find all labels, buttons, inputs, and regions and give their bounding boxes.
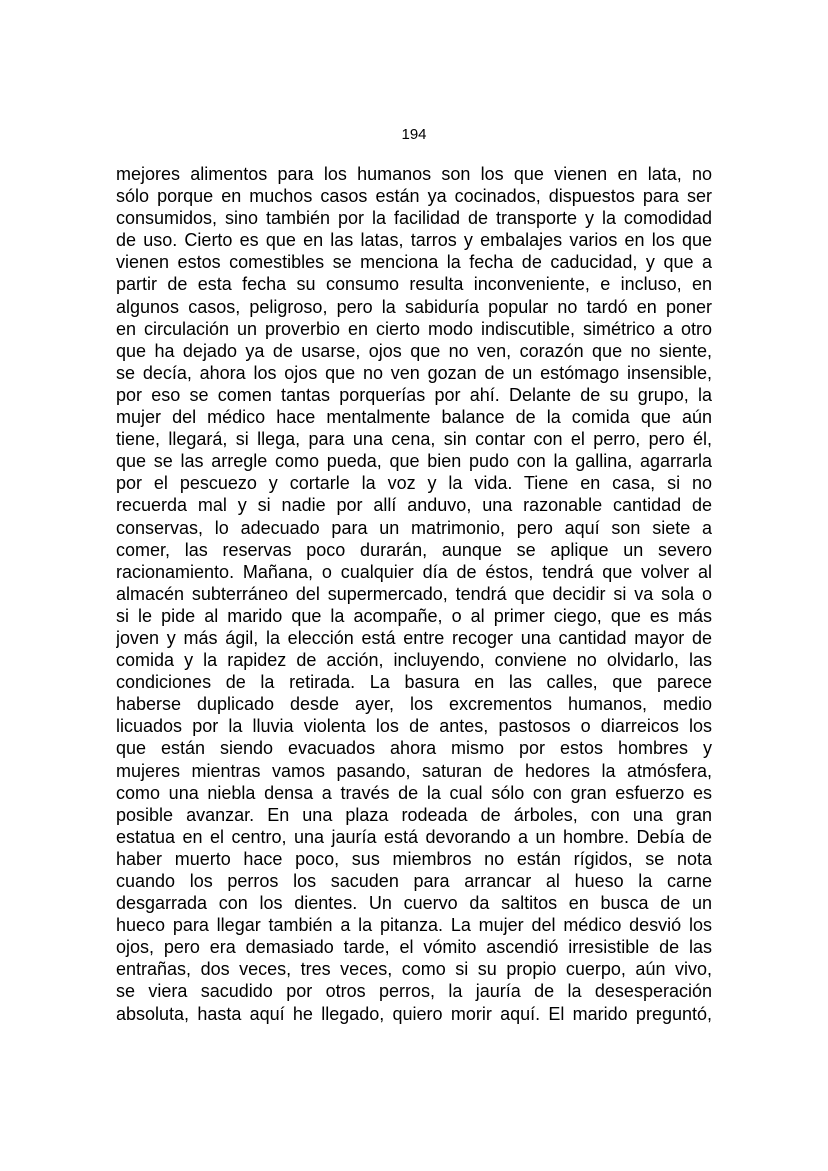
text-line: posible avanzar. En una plaza rodeada de árboles, con una gran [116,804,712,825]
text-line: mujeres mientras vamos pasando, saturan de hedores la atmósfera, [116,760,712,781]
text-line: comida y la rapidez de acción, incluyendo, conviene no olvidarlo, las [116,650,712,671]
text-line: desgarrada con los dientes. Un cuervo da saltitos en busca de un [116,893,712,914]
text-line: consumidos, sino también por la facilidad de transporte y la comodidad [116,208,712,229]
text-line: que ha dejado ya de usarse, ojos que no ven, corazón que no siente, [116,340,712,361]
text-line: recuerda mal y si nadie por allí anduvo, una razonable cantidad de [116,495,712,516]
text-line: conservas, lo adecuado para un matrimonio, pero aquí son siete a [116,517,712,538]
text-line: que están siendo evacuados ahora mismo por estos hombres y [116,738,712,759]
text-line: sólo porque en muchos casos están ya cocinados, dispuestos para ser [116,186,712,207]
text-line: racionamiento. Mañana, o cualquier día de éstos, tendrá que volver al [116,561,712,582]
text-line: vienen estos comestibles se menciona la fecha de caducidad, y que a [116,252,712,273]
text-line: entrañas, dos veces, tres veces, como si su propio cuerpo, aún vivo, [116,959,712,980]
text-line: tiene, llegará, si llega, para una cena, sin contar con el perro, pero él, [116,429,712,450]
body-text [116,163,712,1025]
text-line: cuando los perros los sacuden para arrancar al hueso la carne [116,871,712,891]
text-line: haber muerto hace poco, sus miembros no están rígidos, se nota [116,848,712,869]
text-line: por eso se comen tantas porquerías por ahí. Delante de su grupo, la [116,384,712,405]
text-line: se viera sacudido por otros perros, la jauría de la desesperación [116,981,712,1002]
text-line: como una niebla densa a través de la cual sólo con gran esfuerzo es [116,782,712,803]
text-line: por el pescuezo y cortarle la voz y la vida. Tiene en casa, si no [116,473,712,494]
page-number: 194 [401,126,427,143]
text-line: joven y más ágil, la elección está entre recoger una cantidad mayor de [116,627,712,648]
text-line: absoluta, hasta aquí he llegado, quiero morir aquí. El marido preguntó, [116,1003,712,1024]
text-line: estatua en el centro, una jauría está devorando a un hombre. Debía de [116,826,712,847]
text-line: partir de esta fecha su consumo resulta inconveniente, e incluso, en [116,274,712,295]
text-line: se decía, ahora los ojos que no ven gozan de un estómago insensible, [116,362,712,383]
text-line: si le pide al marido que la acompañe, o al primer ciego, que es más [116,605,712,626]
text-line: mujer del médico hace mentalmente balance de la comida que aún [116,407,712,428]
text-line: licuados por la lluvia violenta los de antes, pastosos o diarreicos los [116,716,712,737]
text-line: de uso. Cierto es que en las latas, tarros y embalajes varios en los que [116,230,712,251]
text-line: comer, las reservas poco durarán, aunque se aplique un severo [116,539,712,560]
text-line: algunos casos, peligroso, pero la sabiduría popular no tardó en poner [116,296,712,317]
text-line: que se las arregle como pueda, que bien pudo con la gallina, agarrarla [116,451,712,472]
text-line: hueco para llegar también a la pitanza. La mujer del médico desvió los [116,915,712,936]
text-line: condiciones de la retirada. La basura en las calles, que parece [116,672,712,693]
text-line: mejores alimentos para los humanos son los que vienen en lata, no [116,164,712,184]
text-line: almacén subterráneo del supermercado, tendrá que decidir si va sola o [116,583,712,604]
text-line: ojos, pero era demasiado tarde, el vómito ascendió irresistible de las [116,937,712,958]
text-line: en circulación un proverbio en cierto modo indiscutible, simétrico a otro [116,318,712,339]
text-line: haberse duplicado desde ayer, los excrementos humanos, medio [116,694,712,715]
